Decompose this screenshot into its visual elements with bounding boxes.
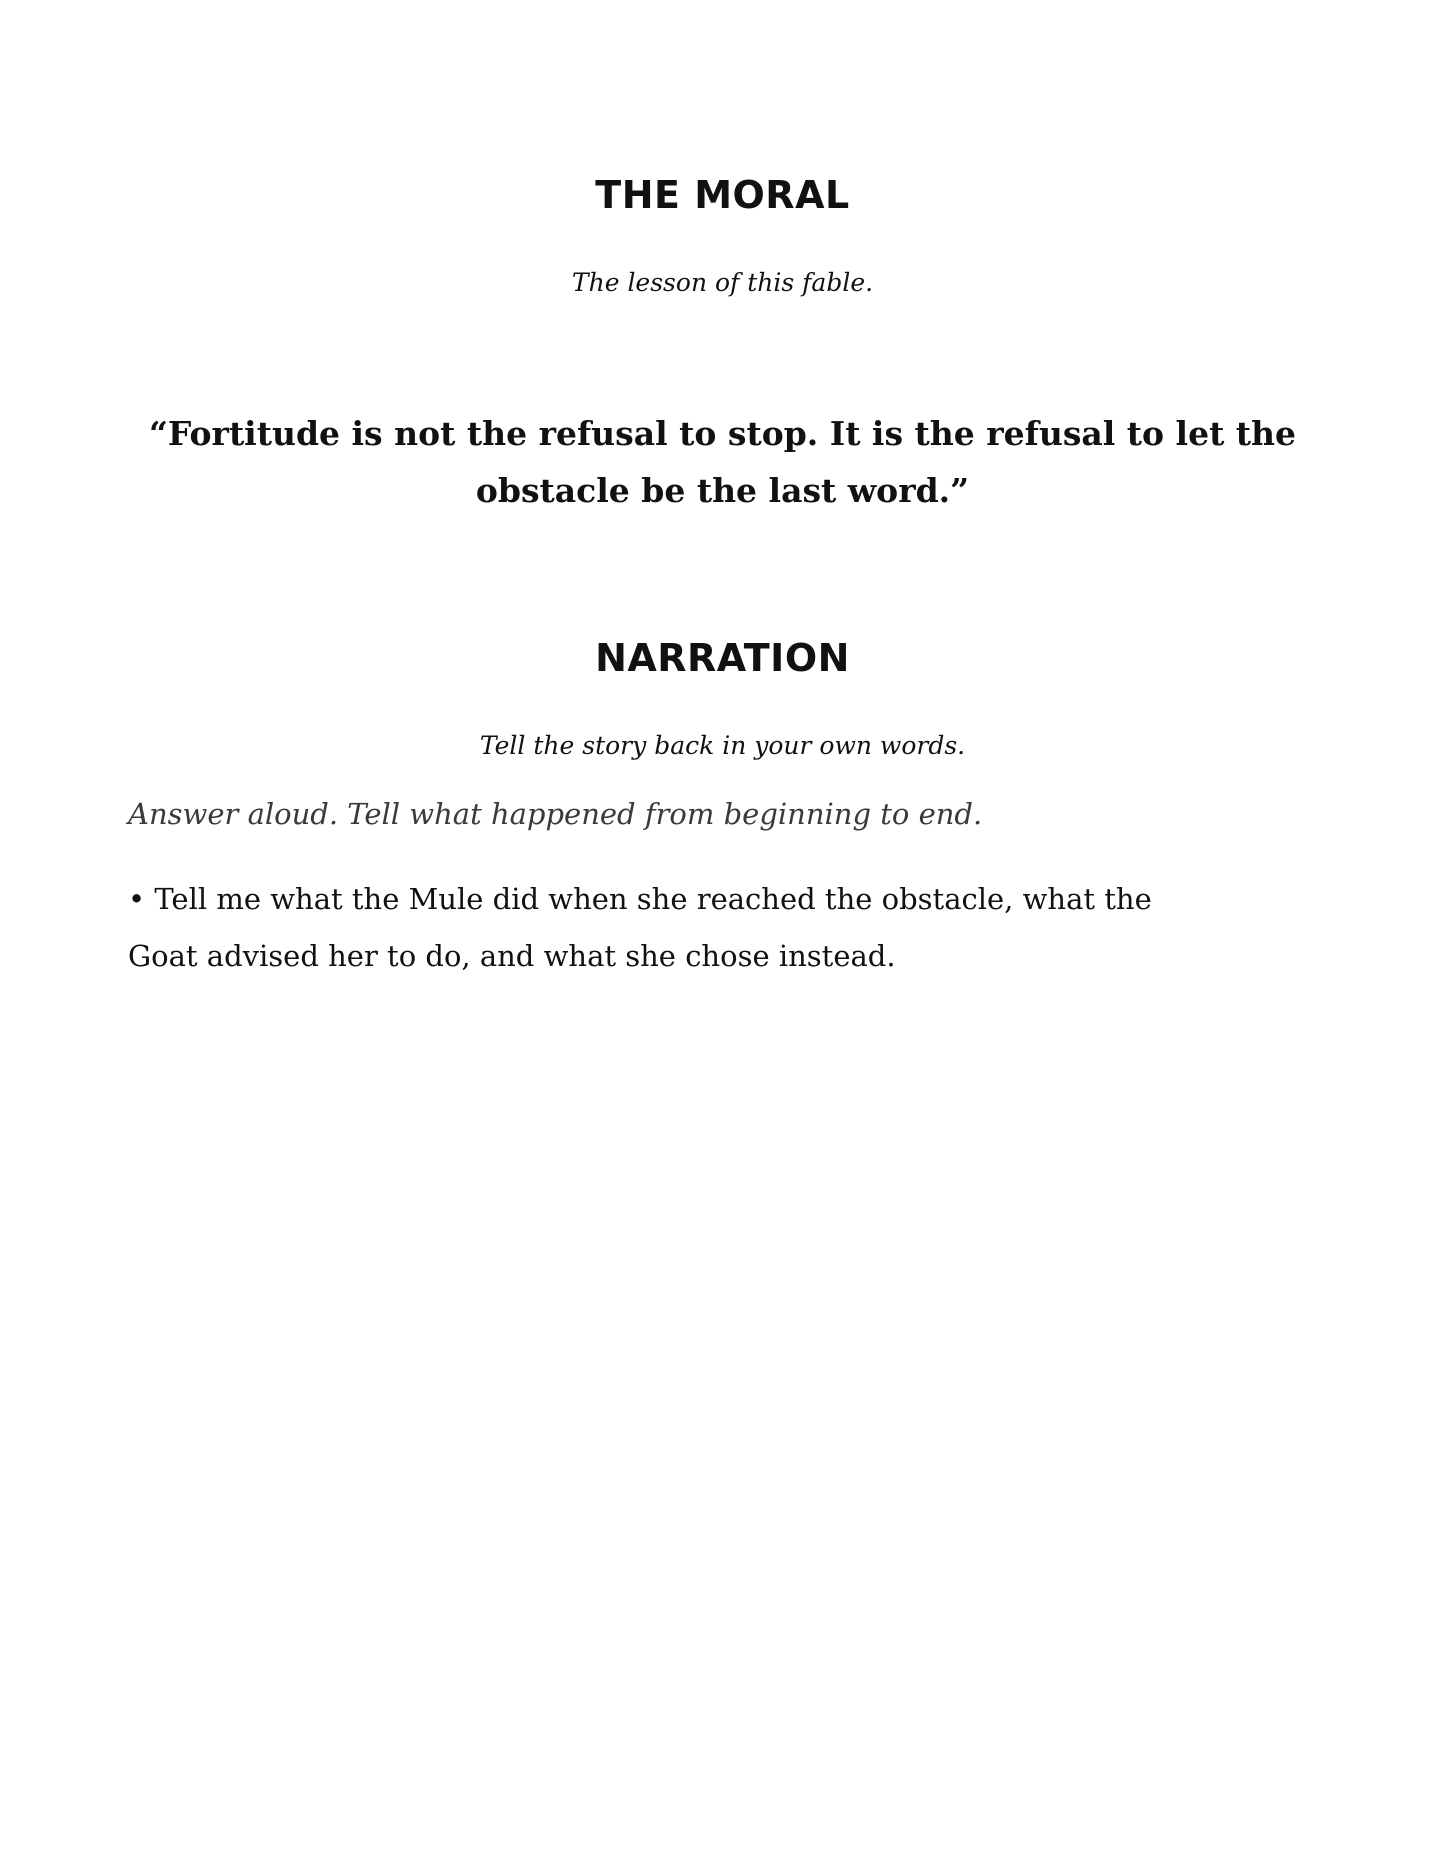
moral-heading: THE MORAL [595, 173, 850, 217]
moral-subtitle: The lesson of this fable. [571, 268, 874, 297]
moral-quote: “Fortitude is not the refusal to stop. It is the refusal to let the obstacle be the last word.” [148, 414, 1297, 510]
narration-instruction: Answer aloud. Tell what happened from beginning to end. [128, 797, 983, 831]
narration-heading: NARRATION [595, 636, 850, 680]
narration-prompt: • Tell me what the Mule did when she reached the obstacle, what the Goat advised her to do, and what she chose instead. [128, 882, 1152, 973]
narration-subtitle: Tell the story back in your own words. [479, 731, 966, 760]
